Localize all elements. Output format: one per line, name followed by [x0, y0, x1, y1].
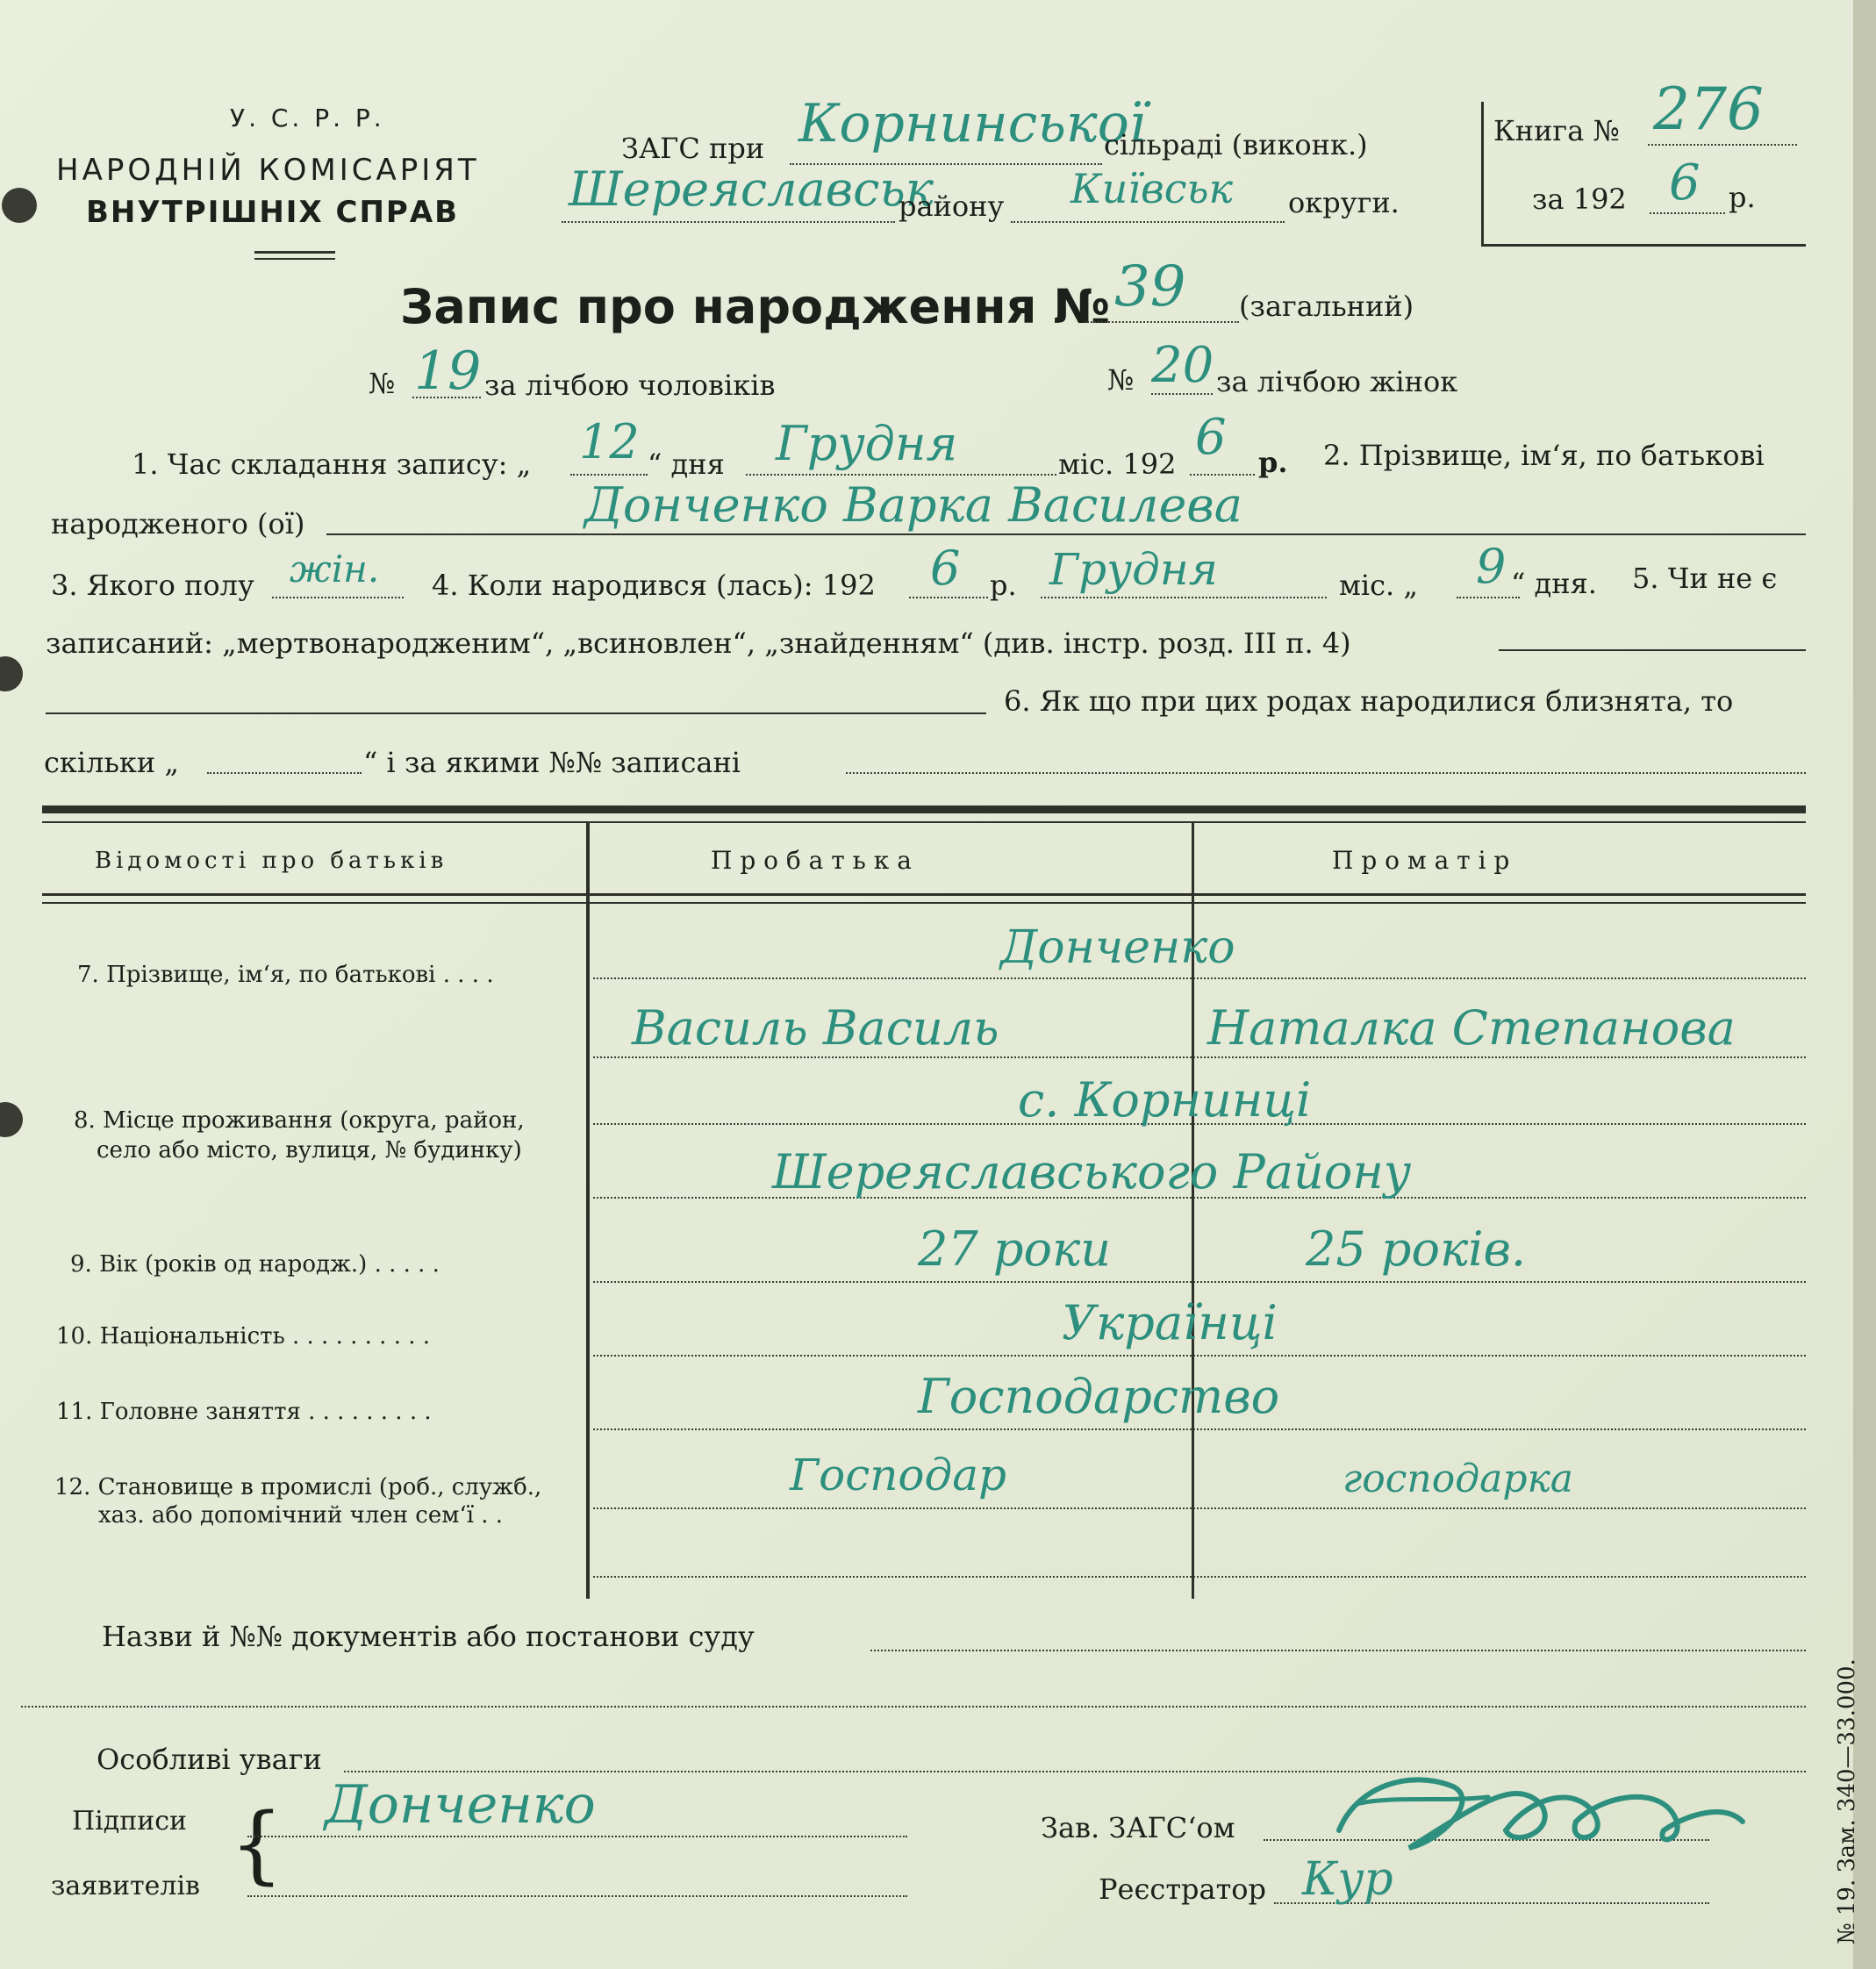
district-value: Шереяславськ [569, 161, 934, 217]
book-number: 276 [1653, 75, 1764, 143]
print-mark: № 19. Зам. 340—33.000. [1834, 1658, 1860, 1944]
table-header-col3: П р о м а т і р [1332, 846, 1510, 875]
field-3-label: 3. Якого полу [51, 569, 254, 602]
notes-label: Особливі уваги [97, 1743, 322, 1776]
table-row-line [593, 1056, 1806, 1058]
men-count-value: 19 [414, 340, 482, 402]
field-1-day-close: “ дня [648, 448, 725, 481]
table-row-line [593, 1576, 1806, 1578]
book-year-value: 6 [1669, 154, 1701, 211]
field-5-line [1499, 649, 1806, 651]
field-4-day-suffix: “ дня. [1511, 567, 1597, 600]
table-row-line [593, 1355, 1806, 1357]
row-8-village: с. Корнинці [1018, 1072, 1312, 1128]
row-12-label-2: хаз. або допомічний член сем‘ї . . [98, 1502, 504, 1529]
field-5-line2: записаний: „мертвонародженим“, „всиновлен“, „знайденням“ (див. інстр. розд. III п. 4) [46, 626, 1351, 660]
applicant-signature-line [247, 1895, 907, 1897]
field-6-line2a: скільки „ [44, 746, 179, 779]
commissariat-line2: ВНУТРІШНІХ СПРАВ [86, 195, 460, 230]
signatures-label-1: Підписи [72, 1806, 188, 1837]
field-1-month-suffix: міс. 192 [1058, 448, 1177, 481]
head-label: Зав. ЗАГС‘ом [1041, 1811, 1235, 1844]
village-value: Корнинської [798, 93, 1147, 154]
book-year-suffix: р. [1729, 181, 1756, 214]
table-row-line [593, 1428, 1806, 1430]
book-year-line [1650, 212, 1725, 214]
men-no-label: № [369, 367, 396, 400]
field-3-value: жін. [290, 548, 380, 591]
field-1-year-line [1190, 474, 1255, 476]
registrar-signature: Кур [1302, 1853, 1393, 1906]
field-5-label: 5. Чи не є [1632, 562, 1778, 595]
page-title: Запис про народження № [400, 279, 1111, 334]
men-count-label: за лічбою чоловіків [484, 369, 776, 402]
field-4-month: Грудня [1049, 544, 1218, 595]
binder-hole [2, 188, 37, 223]
row-12-label-1: 12. Становище в промислі (роб., служб., [54, 1474, 542, 1500]
row-11-label: 11. Головне заняття . . . . . . . . . [56, 1399, 432, 1425]
row-9-mother-age: 25 років. [1306, 1221, 1527, 1277]
field-2-label-cont: народженого (ої) [51, 507, 305, 541]
row-12-mother-status: господарка [1343, 1457, 1573, 1501]
row-7-father-name: Василь Василь [632, 1000, 999, 1056]
header-underline [254, 258, 335, 260]
book-box-border [1481, 102, 1484, 244]
field-1-day: 12 [579, 414, 640, 469]
table-header-rule [42, 893, 1806, 896]
row-7-label: 7. Прізвище, ім‘я, по батькові . . . . [77, 962, 494, 988]
header-underline [254, 251, 335, 254]
field-2-value: Донченко Варка Василева [584, 477, 1242, 533]
applicant-signature: Донченко [325, 1774, 596, 1836]
documents-line-cont [21, 1706, 1806, 1708]
okrug-suffix: округи. [1288, 186, 1400, 219]
book-box-border [1481, 244, 1806, 247]
field-5-line-cont [46, 712, 986, 714]
row-7-mother-name: Наталка Степанова [1207, 1000, 1736, 1056]
documents-line [870, 1650, 1806, 1651]
field-1-year-suffix: р. [1258, 446, 1288, 479]
title-suffix: (загальний) [1239, 290, 1414, 323]
field-2-label: 2. Прізвище, ім‘я, по батькові [1323, 439, 1765, 472]
row-7-surname: Донченко [1000, 921, 1235, 974]
row-11-occupation: Господарство [918, 1369, 1280, 1424]
twins-numbers-line [846, 772, 1806, 774]
field-4-year-line [909, 597, 988, 598]
field-4-year: 6 [930, 541, 961, 596]
applicant-signature-line [247, 1836, 907, 1837]
field-1-day-line [570, 474, 648, 476]
women-count-label: за лічбою жінок [1216, 365, 1458, 398]
table-row-line [593, 977, 1806, 979]
field-6-line2b: “ і за якими №№ записані [363, 746, 741, 779]
field-4-label: 4. Коли народився (лась): 192 [432, 569, 876, 602]
field-1-month: Грудня [776, 416, 958, 471]
row-9-label: 9. Вік (років од народж.) . . . . . [70, 1251, 440, 1278]
table-top-rule [42, 806, 1806, 813]
book-number-line [1648, 144, 1797, 146]
field-3-line [272, 597, 404, 598]
field-4-month-suffix: міс. „ [1339, 569, 1418, 602]
field-2-line [326, 533, 1806, 535]
title-number-line [1085, 321, 1239, 323]
row-8-district: Шереяславського Району [772, 1144, 1412, 1199]
signatures-label-2: заявителів [51, 1871, 200, 1901]
district-suffix: району [899, 190, 1005, 223]
table-header-col2: П р о б а т ь к а [711, 846, 912, 875]
row-8-label-1: 8. Місце проживання (округа, район, [74, 1107, 525, 1134]
registrar-label: Реєстратор [1099, 1872, 1267, 1906]
table-header-col1: Відомості про батьків [95, 848, 448, 874]
table-header-rule [42, 902, 1806, 904]
table-top-rule [42, 821, 1806, 823]
field-1-month-line [746, 474, 1056, 476]
field-6-label: 6. Як що при цих родах народилися близнята, то [1004, 684, 1734, 718]
zags-label: ЗАГС при [621, 132, 765, 165]
commissariat-line1: НАРОДНІЙ КОМІСАРІЯТ [56, 153, 480, 188]
field-4-year-suffix: р. [990, 569, 1017, 602]
signatures-brace: { [230, 1795, 284, 1894]
book-label: Книга № [1493, 114, 1620, 147]
table-col-divider [586, 823, 590, 1599]
row-9-father-age: 27 роки [918, 1221, 1111, 1277]
women-count-value: 20 [1151, 337, 1214, 394]
title-number: 39 [1114, 254, 1186, 319]
book-year-prefix: за 192 [1532, 183, 1627, 216]
table-row-line [593, 1507, 1806, 1509]
okrug-value: Київськ [1070, 165, 1233, 212]
field-4-day: 9 [1476, 539, 1507, 594]
field-4-month-line [1041, 597, 1327, 598]
twins-count-line [207, 772, 362, 774]
row-8-label-2: село або місто, вулиця, № будинку) [97, 1137, 522, 1164]
ussr-label: У. С. Р. Р. [230, 104, 385, 132]
field-1-label: 1. Час складання запису: „ [132, 448, 532, 481]
row-10-label: 10. Національність . . . . . . . . . . [56, 1323, 431, 1350]
okrug-line [1011, 221, 1285, 223]
women-no-label: № [1107, 363, 1135, 397]
district-line [562, 221, 895, 223]
documents-label: Назви й №№ документів або постанови суду [102, 1620, 755, 1653]
table-row-line [593, 1281, 1806, 1283]
row-12-father-status: Господар [790, 1450, 1007, 1500]
village-suffix: сільраді (виконк.) [1104, 128, 1368, 161]
field-1-year: 6 [1195, 409, 1227, 466]
row-10-nationality: Українці [1062, 1295, 1278, 1350]
